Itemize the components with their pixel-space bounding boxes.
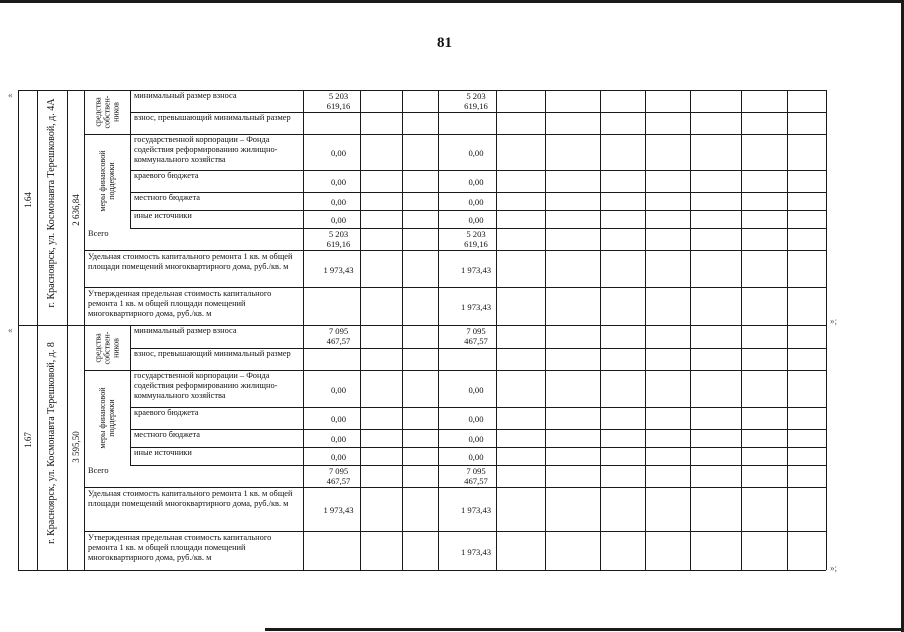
- column-line: [826, 90, 827, 325]
- row-label: государственной корпорации – Фонда содействия реформированию жилищно-коммунального хозяйства: [134, 371, 278, 400]
- scan-border-top: [0, 0, 904, 3]
- total-value: 5 203 619,16: [326, 229, 351, 249]
- column-line: [18, 90, 19, 325]
- row-value-min: 0,00: [468, 148, 484, 158]
- column-line: [402, 90, 403, 325]
- row-label: минимальный размер взноса: [134, 326, 237, 335]
- row-value-total: 0,00: [330, 148, 347, 158]
- row-label: минимальный размер взноса: [134, 91, 237, 100]
- row-line: [84, 487, 826, 488]
- unit-cost-value: 1 973,43: [323, 505, 354, 515]
- block-bottom-line: [18, 570, 826, 571]
- group-line: [84, 134, 130, 135]
- column-line: [303, 90, 304, 325]
- column-line: [360, 325, 361, 570]
- row-label: государственной корпорации – Фонда содействия реформированию жилищно-коммунального хозяйства: [134, 135, 278, 164]
- row-line: [84, 250, 826, 251]
- row-value-min: 5 203 619,16: [464, 91, 488, 111]
- column-line: [787, 90, 788, 325]
- column-line: [741, 325, 742, 570]
- column-line: [360, 90, 361, 325]
- column-line: [84, 325, 85, 570]
- column-line: [130, 90, 131, 228]
- row-value-total: 0,00: [330, 384, 347, 395]
- limit-cost-label: Утвержденная предельная стоимость капитального ремонта 1 кв. м общей площади помещений многоквартирного дома, руб./кв. м: [88, 533, 272, 562]
- row-value-min: 0,00: [468, 414, 484, 424]
- column-line: [303, 325, 304, 570]
- column-line: [787, 325, 788, 570]
- scan-border-bottom: [265, 628, 904, 631]
- column-line: [545, 325, 546, 570]
- row-line: [84, 531, 826, 532]
- row-label: иные источники: [134, 211, 192, 220]
- row-value-total: 7 095 467,57: [326, 326, 351, 346]
- total-value-min: 5 203 619,16: [464, 229, 488, 249]
- column-line: [402, 325, 403, 570]
- unit-cost-value: 1 973,43: [323, 264, 354, 275]
- row-label: краевого бюджета: [134, 408, 199, 417]
- row-value-min: 0,00: [468, 384, 484, 395]
- total-label: Всего: [88, 466, 109, 475]
- row-value-total: 0,00: [330, 434, 347, 444]
- row-label: взнос, превышающий минимальный размер: [134, 113, 291, 122]
- column-line: [67, 90, 68, 325]
- column-line: [545, 90, 546, 325]
- row-value-min: 0,00: [468, 434, 484, 444]
- row-label: местного бюджета: [134, 193, 201, 202]
- row-value-min: 0,00: [468, 452, 484, 462]
- total-value-min: 7 095 467,57: [464, 466, 488, 486]
- column-line: [496, 90, 497, 325]
- total-area: 2 636,84: [70, 194, 81, 226]
- row-value-total: 0,00: [330, 452, 347, 462]
- row-label: взнос, превышающий минимальный размер: [134, 349, 291, 358]
- column-line: [37, 325, 38, 570]
- unit-cost-value-min: 1 973,43: [460, 264, 492, 275]
- column-line: [690, 90, 691, 325]
- owners-funds-label: средства собствен-ников: [93, 95, 121, 129]
- edge-mark-left-1: «: [8, 90, 13, 100]
- column-line: [438, 325, 439, 570]
- house-address: г. Красноярск, ул. Космонавта Терешковой, д. 4А: [46, 98, 57, 307]
- page-number: 81: [437, 35, 452, 51]
- column-line: [84, 90, 85, 325]
- row-line: [84, 287, 826, 288]
- limit-cost-value-min: 1 973,43: [460, 302, 492, 312]
- row-value-total: 0,00: [330, 414, 347, 424]
- column-line: [496, 325, 497, 570]
- row-number: 1.67: [22, 431, 33, 448]
- row-value-total: 5 203 619,16: [326, 91, 351, 111]
- row-number: 1.64: [22, 191, 33, 208]
- row-label: краевого бюджета: [134, 171, 199, 180]
- column-line: [645, 90, 646, 325]
- owners-funds-label: средства собствен-ников: [93, 331, 121, 364]
- row-value-total: 0,00: [330, 177, 347, 187]
- group-line: [84, 370, 130, 371]
- column-line: [37, 90, 38, 325]
- row-value-min: 0,00: [468, 215, 484, 225]
- column-line: [645, 325, 646, 570]
- support-measures-label: меры финансовой поддержки: [98, 150, 116, 212]
- edge-mark-right-1: »;: [830, 316, 838, 326]
- column-line: [690, 325, 691, 570]
- column-line: [600, 325, 601, 570]
- edge-mark-right-2: »;: [830, 563, 838, 573]
- row-label: иные источники: [134, 448, 192, 457]
- total-area: 3 595,50: [70, 431, 81, 463]
- row-value-total: 0,00: [330, 215, 347, 225]
- unit-cost-label: Удельная стоимость капитального ремонта 1 кв. м общей площади помещений многоквартирного дома, руб./кв. м: [88, 489, 293, 508]
- unit-cost-value-min: 1 973,43: [460, 505, 492, 515]
- unit-cost-label: Удельная стоимость капитального ремонта 1 кв. м общей площади помещений многоквартирного дома, руб./кв. м: [88, 252, 293, 271]
- row-value-total: 0,00: [330, 197, 347, 207]
- column-line: [741, 90, 742, 325]
- row-label: местного бюджета: [134, 430, 201, 439]
- total-label: Всего: [88, 229, 109, 238]
- house-address: г. Красноярск, ул. Космонавта Терешковой, д. 8: [46, 341, 57, 544]
- row-value-min: 0,00: [468, 197, 484, 207]
- column-line: [438, 90, 439, 325]
- support-measures-label: меры финансовой поддержки: [98, 386, 116, 449]
- total-value: 7 095 467,57: [326, 466, 351, 486]
- column-line: [18, 325, 19, 570]
- limit-cost-value-min: 1 973,43: [460, 546, 492, 557]
- column-line: [600, 90, 601, 325]
- row-value-min: 7 095 467,57: [464, 326, 488, 346]
- column-line: [67, 325, 68, 570]
- column-line: [826, 325, 827, 570]
- row-value-min: 0,00: [468, 177, 484, 187]
- column-line: [130, 325, 131, 465]
- limit-cost-label: Утвержденная предельная стоимость капитального ремонта 1 кв. м общей площади помещений многоквартирного дома, руб./кв. м: [88, 289, 272, 318]
- edge-mark-left-2: «: [8, 325, 13, 335]
